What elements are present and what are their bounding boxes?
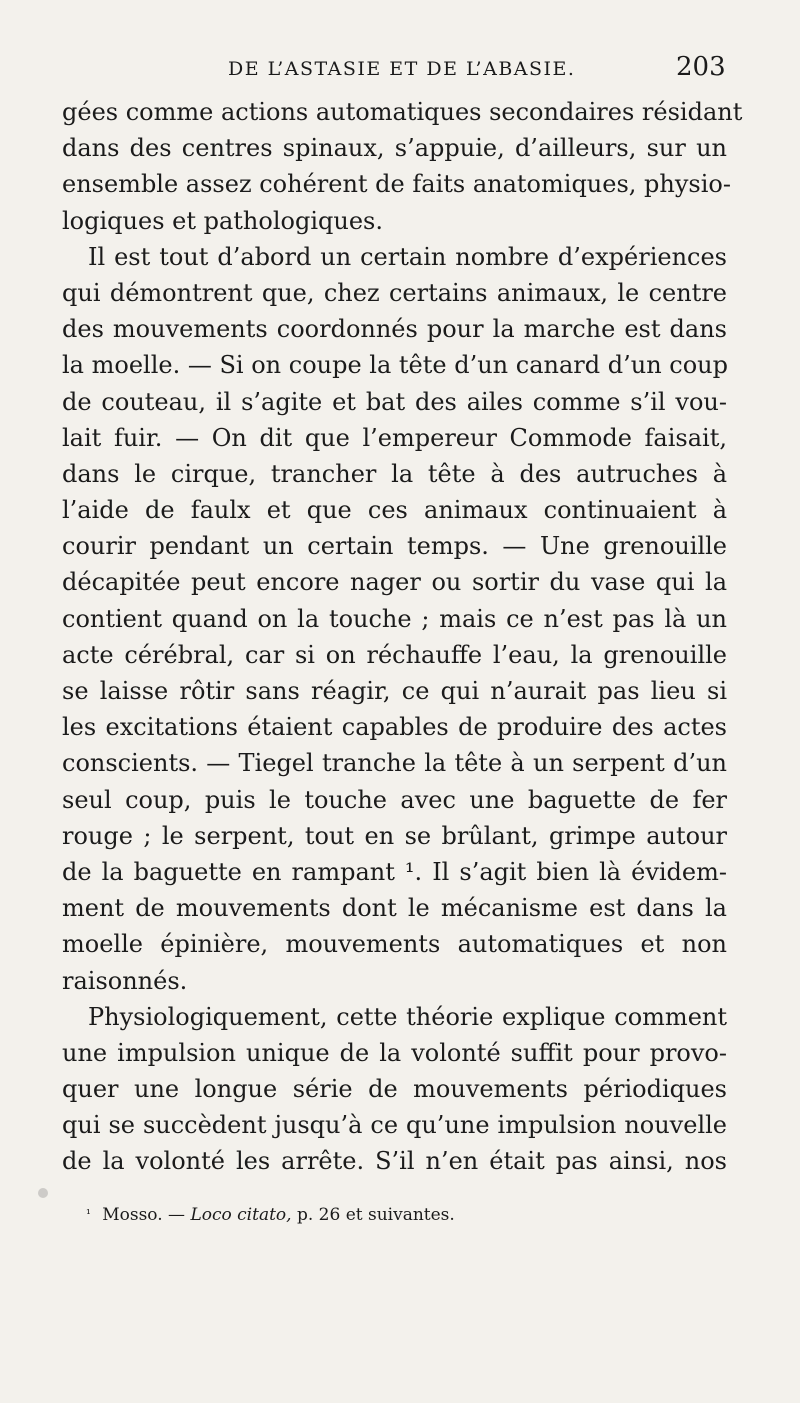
text-line: Il est tout d’abord un certain nombre d’expériences	[88, 242, 727, 271]
text-line: quer une longue série de mouvements périodiques	[62, 1075, 727, 1104]
text-line: courir pendant un certain temps. — Une grenouille	[62, 532, 727, 561]
text-line: contient quand on la touche ; mais ce n’est pas là un	[62, 604, 727, 633]
text-line: la moelle. — Si on coupe la tête d’un canard d’un coup	[62, 351, 728, 380]
text-line: de la baguette en rampant ¹. Il s’agit bien là évidem-	[62, 857, 727, 886]
text-line: moelle épinière, mouvements automatiques et non	[62, 930, 727, 959]
text-line: conscients. — Tiegel tranche la tête à un serpent d’un	[62, 749, 727, 778]
text-line: Physiologiquement, cette théorie explique comment	[88, 1002, 727, 1031]
footnote-mark: ¹	[86, 1206, 91, 1221]
text-line: rouge ; le serpent, tout en se brûlant, grimpe autour	[62, 821, 727, 850]
text-line: seul coup, puis le touche avec une baguette de fer	[62, 785, 727, 814]
text-line: lait fuir. — On dit que l’empereur Commode faisait,	[62, 423, 727, 452]
text-line: logiques et pathologiques.	[62, 206, 383, 235]
text-line: gées comme actions automatiques secondaires résidant	[62, 98, 743, 126]
text-line: acte cérébral, car si on réchauffe l’eau, la grenouille	[62, 640, 727, 669]
text-line: dans le cirque, trancher la tête à des autruches à	[62, 459, 727, 488]
footnote	[86, 1205, 455, 1225]
text-line: qui démontrent que, chez certains animaux, le centre	[62, 278, 727, 307]
text-line: des mouvements coordonnés pour la marche est dans	[62, 315, 727, 344]
body-text	[62, 94, 743, 1180]
text-line: dans des centres spinaux, s’appuie, d’ailleurs, sur un	[62, 134, 727, 163]
text-line: raisonnés.	[62, 966, 188, 995]
running-header: DE L’ASTASIE ET DE L’ABASIE.	[228, 58, 576, 80]
page-number: 203	[676, 52, 726, 82]
paper-speck	[38, 1188, 48, 1198]
text-line: se laisse rôtir sans réagir, ce qui n’aurait pas lieu si	[62, 677, 727, 705]
footnote-author: Mosso. —	[102, 1205, 186, 1225]
text-line: ensemble assez cohérent de faits anatomiques, physio-	[62, 170, 731, 199]
text-line: les excitations étaient capables de produire des actes	[62, 713, 727, 742]
text-line: de la volonté les arrête. S’il n’en était pas ainsi, nos	[62, 1147, 727, 1176]
text-line: l’aide de faulx et que ces animaux continuaient à	[62, 496, 727, 525]
text-line: ment de mouvements dont le mécanisme est dans la	[62, 894, 727, 923]
footnote-source: Loco citato,	[190, 1205, 292, 1225]
footnote-pages: p. 26 et suivantes.	[296, 1205, 455, 1225]
text-line: qui se succèdent jusqu’à ce qu’une impulsion nouvelle	[62, 1111, 727, 1140]
text-line: de couteau, il s’agite et bat des ailes comme s’il vou-	[62, 387, 727, 416]
text-line: décapitée peut encore nager ou sortir du vase qui la	[62, 568, 727, 597]
text-line: une impulsion unique de la volonté suffit pour provo-	[62, 1038, 727, 1067]
